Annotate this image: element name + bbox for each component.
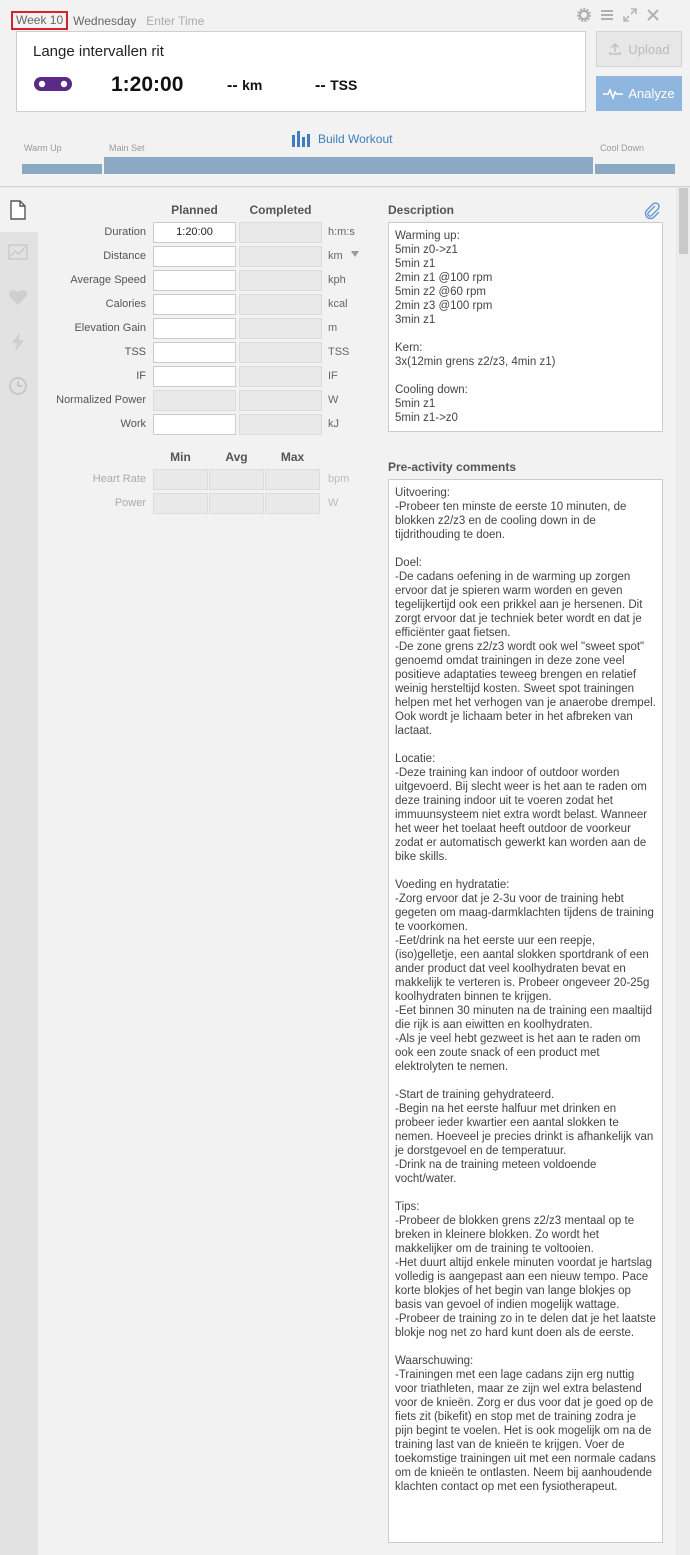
close-icon[interactable] <box>646 8 660 22</box>
duration-unit: h:m:s <box>328 226 355 238</box>
phase-cool-down-label: Cool Down <box>600 143 645 153</box>
elevation-gain-planned-input[interactable] <box>153 318 236 339</box>
main-set-bar[interactable] <box>104 157 593 174</box>
normalized-power-label: Normalized Power <box>56 394 146 406</box>
bar-chart-icon <box>292 131 312 147</box>
work-unit: kJ <box>328 418 339 430</box>
avg-header: Avg <box>225 450 248 464</box>
heart-rate-avg-input <box>209 469 264 490</box>
summary-distance: -- km <box>227 77 263 94</box>
planned-header: Planned <box>171 203 218 217</box>
distance-unit: km <box>328 250 343 262</box>
heart-icon[interactable] <box>7 288 29 310</box>
elevation-gain-completed-input <box>239 318 322 339</box>
pre-activity-comments-title: Pre-activity comments <box>388 460 517 474</box>
power-min-input <box>153 493 208 514</box>
scrollbar-thumb[interactable] <box>679 188 688 254</box>
calories-completed-input <box>239 294 322 315</box>
power-avg-input <box>209 493 264 514</box>
average-speed-unit: kph <box>328 274 346 286</box>
calories-planned-input[interactable] <box>153 294 236 315</box>
pre-activity-comments-textarea[interactable]: Uitvoering: -Probeer ten minste de eerste 10 minuten, de blokken z2/z3 en de cooling down in de tijdrithouding te doen. Doel: -De cadans oefening in de warming up zorgen ervoor dat je spieren warm worden en geven tegelijkertijd ook een prikkel aan je hersenen. Dit zorgt ervoor dat je techniek beter wordt en dat je efficiënter gaat fietsen. -De zone grens z2/z3 wordt ook wel "sweet spot" genoemd omdat trainingen in deze zone veel positieve adaptaties teweeg brengen en relatief weinig hersteltijd kosten. Sweet spot trainingen helpen met het verhogen van je anaerobe drempel. Ook wordt je lichaam beter in het afbreken van lactaat. Locatie: -Deze training kan indoor of outdoor worden uitgevoerd. Bij slecht weer is het aan te raden om deze training indoor uit te voeren zodat het immuunsysteem niet extra wordt belast. Wanneer het weer het toelaat heeft outdoor de voorkeur zodat er automatisch gewerkt kan worden aan de bike skills. Voeding en hydratatie: -Zorg ervoor dat je 2-3u voor de training hebt gegeten om maag-darmklachten tijdens de training te voorkomen. -Eet/drink na het eerste uur een reepje, (iso)gelletje, een aantal slokken sportdrank of een ander product dat veel koolhydraten bevat en makkelijk te verteren is. Probeer ongeveer 20-25g koolhydraten binnen te krijgen. -Eet binnen 30 minuten na de training een maaltijd die rijk is aan eiwitten en koolhydraten. -Als je veel hebt gezweet is het aan te raden om ook een zoute snack of een product met elektrolyten te nemen. -Start de training gehydrateerd. -Begin na het eerste halfuur met drinken en probeer ieder kwartier een aantal slokken te nemen. Hoeveel je precies drinkt is afhankelijk van je dorstgevoel en de temperatuur. -Drink na de training meteen voldoende vocht/water. Tips: -Probeer de blokken grens z2/z3 mentaal op te breken in kleinere blokken. Zo wordt het makkelijker om de training te voltooien. -Het duurt altijd enkele minuten voordat je hartslag volledig is aangepast aan een nieuw tempo. Pace korte blokjes of het begin van lange blokjes op basis van gevoel of indien mogelijk wattage. -Probeer de training zo in te delen dat je het laatste blokje nog net zo hard kunt doen als de eerste. Waarschuwing: -Trainingen met een lage cadans zijn erg nuttig voor triathleten, maar ze zijn wel extra belastend voor de knieën. Zorg er dus voor dat je goed op de fiets zit (bikefit) en stop met de training zodra je pijn begint te voelen. Het is ook mogelijk om na de training last van de knieën te krijgen. Voer de toekomstige trainingen uit met een normale cadans om de knieën te ontlasten. Neem bij aanhoudende klachten contact op met een fysiotherapeut. <box>388 479 663 1543</box>
side-tab-rail <box>0 188 38 1555</box>
average-speed-planned-input[interactable] <box>153 270 236 291</box>
enter-time-link[interactable]: Enter Time <box>146 13 205 28</box>
clock-icon[interactable] <box>7 376 29 398</box>
calories-unit: kcal <box>328 298 348 310</box>
max-header: Max <box>280 450 305 464</box>
heart-rate-unit: bpm <box>328 473 350 485</box>
duration-completed-input <box>239 222 322 243</box>
week-label[interactable]: Week 10 <box>11 11 68 30</box>
phase-warm-up-label: Warm Up <box>24 143 62 153</box>
summary-duration: 1:20:00 <box>111 73 184 96</box>
warm-up-bar[interactable] <box>22 164 102 174</box>
distance-unit-dropdown-icon[interactable] <box>351 251 359 257</box>
workout-details-panel <box>38 188 676 1555</box>
workout-summary-card <box>16 31 586 112</box>
description-textarea[interactable]: Warming up: 5min z0->z1 5min z1 2min z1 @100 rpm 5min z2 @60 rpm 2min z3 @100 rpm 3min z1 Kern: 3x(12min grens z2/z3, 4min z1) Cooling down: 5min z1 5min z1->z0 <box>388 222 663 432</box>
if-completed-input <box>239 366 322 387</box>
header-actions <box>577 8 660 22</box>
analyze-button[interactable]: Analyze <box>596 76 682 111</box>
scrollbar[interactable] <box>677 188 690 1555</box>
workout-header <box>0 0 690 187</box>
calories-label: Calories <box>105 298 146 310</box>
tss-planned-input[interactable] <box>153 342 236 363</box>
phase-main-set-label: Main Set <box>109 143 145 153</box>
normalized-power-planned-input <box>153 390 236 411</box>
power-unit: W <box>328 497 339 509</box>
distance-label: Distance <box>103 250 146 262</box>
heart-rate-min-input <box>153 469 208 490</box>
bike-chain-icon <box>33 74 73 94</box>
average-speed-label: Average Speed <box>70 274 146 286</box>
work-planned-input[interactable] <box>153 414 236 435</box>
average-speed-completed-input <box>239 270 322 291</box>
tss-label: TSS <box>124 346 146 358</box>
workout-title[interactable]: Lange intervallen rit <box>33 43 164 60</box>
if-label: IF <box>136 370 146 382</box>
elevation-gain-unit: m <box>328 322 338 334</box>
menu-icon[interactable] <box>600 8 614 22</box>
date-bar <box>11 11 204 30</box>
graph-icon[interactable] <box>7 244 29 266</box>
if-unit: IF <box>328 370 338 382</box>
heart-rate-max-input <box>265 469 320 490</box>
distance-completed-input <box>239 246 322 267</box>
summary-tss: -- TSS <box>315 77 358 94</box>
heart-rate-label: Heart Rate <box>92 473 146 485</box>
duration-label: Duration <box>104 226 146 238</box>
elevation-gain-label: Elevation Gain <box>74 322 146 334</box>
completed-header: Completed <box>249 203 312 217</box>
power-label: Power <box>114 497 146 509</box>
document-icon[interactable] <box>7 200 29 222</box>
paperclip-icon[interactable] <box>644 202 660 220</box>
power-max-input <box>265 493 320 514</box>
upload-icon <box>608 42 622 56</box>
pulse-icon <box>603 88 623 100</box>
tss-completed-input <box>239 342 322 363</box>
expand-icon[interactable] <box>623 8 637 22</box>
build-workout-link[interactable]: Build Workout <box>292 131 392 147</box>
normalized-power-unit: W <box>328 394 339 406</box>
lightning-icon[interactable] <box>7 332 29 354</box>
upload-button[interactable]: Upload <box>596 31 682 67</box>
min-header: Min <box>170 450 191 464</box>
tss-unit: TSS <box>328 346 350 358</box>
work-label: Work <box>120 418 146 430</box>
if-planned-input[interactable] <box>153 366 236 387</box>
work-completed-input <box>239 414 322 435</box>
gear-icon[interactable] <box>577 8 591 22</box>
description-title: Description <box>388 203 455 217</box>
distance-planned-input[interactable] <box>153 246 236 267</box>
cool-down-bar[interactable] <box>595 164 675 174</box>
duration-planned-input[interactable]: 1:20:00 <box>153 222 236 243</box>
day-label: Wednesday <box>73 13 137 28</box>
normalized-power-completed-input <box>239 390 322 411</box>
